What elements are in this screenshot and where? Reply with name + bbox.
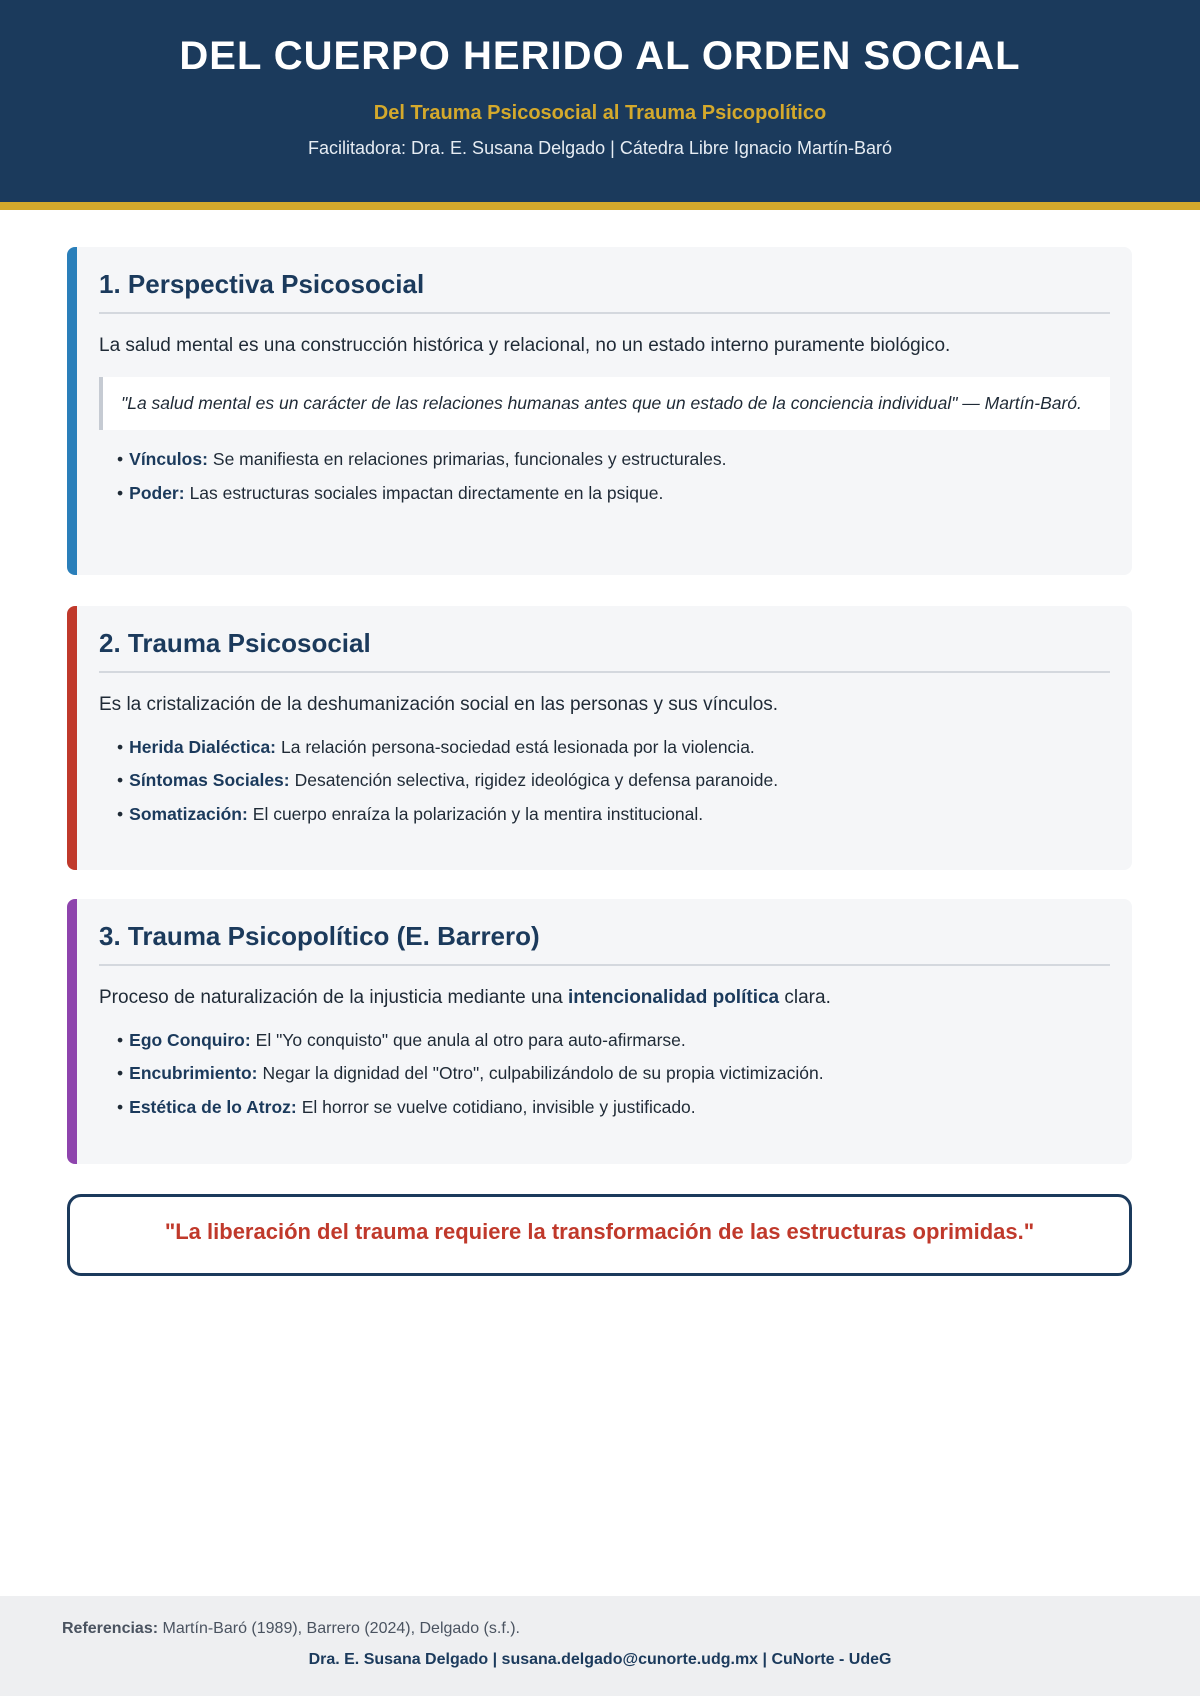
bullet-icon: •	[117, 1063, 124, 1084]
section-lead: Es la cristalización de la deshumanización social en las personas y sus vínculos.	[99, 694, 779, 715]
bullet-term: Ego Conquiro:	[129, 1029, 251, 1050]
page-subtitle: Del Trauma Psicosocial al Trauma Psicopolítico	[373, 102, 827, 124]
martin-baro-quote: "La salud mental es un carácter de las relaciones humanas antes que un estado de la conciencia individual" — Martín-Baró.	[99, 377, 1110, 430]
bullet-term: Somatización:	[129, 804, 248, 825]
list-item	[117, 1096, 1110, 1119]
bullet-list	[99, 736, 1110, 826]
page-footer	[0, 1596, 1200, 1696]
bullet-icon: •	[117, 1097, 124, 1118]
section-trauma-psicopolitico	[67, 899, 1132, 1164]
bullet-icon: •	[117, 804, 124, 825]
facilitator-line: Facilitadora: Dra. E. Susana Delgado | Cátedra Libre Ignacio Martín-Baró	[308, 138, 892, 158]
bullet-icon: •	[117, 736, 124, 757]
list-item	[117, 736, 1110, 759]
list-item	[117, 1062, 1110, 1085]
bullet-term: Encubrimiento:	[129, 1063, 258, 1084]
bullet-text: Las estructuras sociales impactan directamente en la psique.	[189, 482, 664, 503]
section-heading: 2. Trauma Psicosocial	[99, 628, 1110, 673]
section-lead: La salud mental es una construcción histórica y relacional, no un estado interno puramente biológico.	[99, 335, 951, 356]
bullet-term: Herida Dialéctica:	[129, 736, 277, 757]
references-label: Referencias:	[62, 1620, 159, 1637]
list-item	[117, 803, 1110, 826]
references-text: Martín-Baró (1989), Barrero (2024), Delgado (s.f.).	[162, 1620, 520, 1637]
bullet-text: Negar la dignidad del "Otro", culpabilizándolo de su propia victimización.	[262, 1063, 824, 1084]
bullet-text: Desatención selectiva, rigidez ideológica y defensa paranoide.	[294, 770, 779, 791]
references	[62, 1620, 520, 1638]
bullet-text: El "Yo conquisto" que anula al otro para auto-afirmarse.	[255, 1029, 686, 1050]
list-item	[117, 448, 1110, 471]
bullet-icon: •	[117, 770, 124, 791]
bullet-list	[99, 448, 1110, 505]
bullet-text: El cuerpo enraíza la polarización y la mentira institucional.	[252, 804, 704, 825]
lead-text-before: Proceso de naturalización de la injusticia mediante una	[99, 987, 563, 1008]
contact-line: Dra. E. Susana Delgado | susana.delgado@cunorte.udg.mx | CuNorte - UdeG	[308, 1651, 892, 1668]
closing-quote-box: "La liberación del trauma requiere la transformación de las estructuras oprimidas."	[67, 1194, 1132, 1276]
bullet-text: El horror se vuelve cotidiano, invisible y justificado.	[301, 1097, 696, 1118]
bullet-icon: •	[117, 449, 124, 470]
bullet-list	[99, 1029, 1110, 1119]
bullet-icon: •	[117, 1029, 124, 1050]
bullet-term: Vínculos:	[129, 449, 208, 470]
page-header	[0, 0, 1200, 210]
bullet-term: Síntomas Sociales:	[129, 770, 290, 791]
section-trauma-psicosocial	[67, 606, 1132, 870]
lead-text-after: clara.	[784, 987, 831, 1008]
list-item	[117, 1029, 1110, 1052]
bullet-icon: •	[117, 482, 124, 503]
page-title: DEL CUERPO HERIDO AL ORDEN SOCIAL	[179, 34, 1021, 78]
list-item	[117, 769, 1110, 792]
section-lead	[99, 986, 1110, 1011]
section-perspectiva-psicosocial	[67, 247, 1132, 575]
bullet-term: Estética de lo Atroz:	[129, 1097, 297, 1118]
lead-emphasis: intencionalidad política	[567, 987, 780, 1008]
bullet-term: Poder:	[129, 482, 185, 503]
list-item	[117, 482, 1110, 505]
bullet-text: Se manifiesta en relaciones primarias, funcionales y estructurales.	[212, 449, 727, 470]
section-heading: 3. Trauma Psicopolítico (E. Barrero)	[99, 921, 1110, 966]
section-heading: 1. Perspectiva Psicosocial	[99, 269, 1110, 314]
bullet-text: La relación persona-sociedad está lesionada por la violencia.	[281, 736, 755, 757]
